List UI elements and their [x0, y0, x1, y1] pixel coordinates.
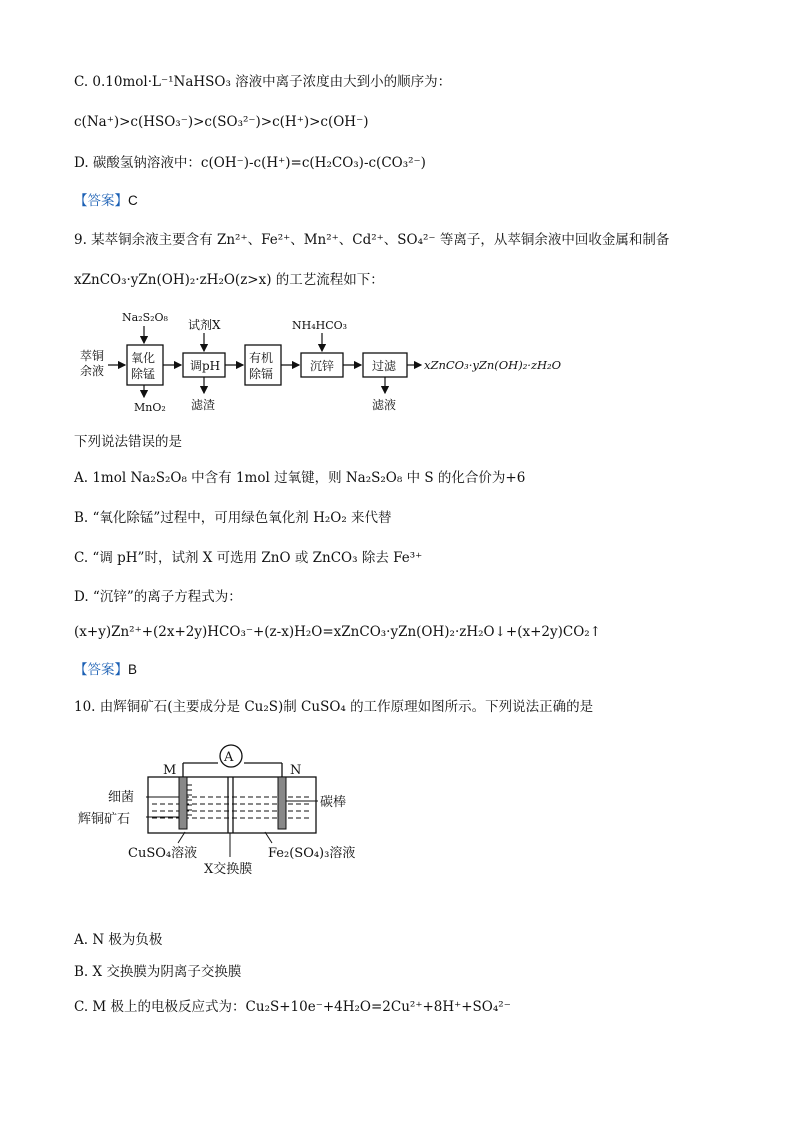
q8-answer — [74, 191, 138, 211]
q9-option-a: A. 1mol Na₂S₂O₈ 中含有 1mol 过氧键，则 Na₂S₂O₈ 中 S 的化合价为+6 — [74, 470, 526, 486]
electrode-m — [179, 777, 187, 829]
q10-option-c: C. M 极上的电极反应式为：Cu₂S+10e⁻+4H₂O=2Cu²⁺+8H⁺+SO₄²⁻ — [74, 999, 511, 1015]
electrode-n-carbon-rod — [278, 777, 286, 829]
q10-stem: 10. 由辉铜矿石(主要成分是 Cu₂S)制 CuSO₄ 的工作原理如图所示。下列说法正确的是 — [74, 699, 594, 715]
flow-start-label-1: 萃铜 — [80, 349, 105, 363]
bacteria-label: 细菌 — [108, 790, 135, 805]
flow-out-filtrate: 滤液 — [372, 398, 397, 412]
right-solution-label: Fe₂(SO₄)₃溶液 — [268, 846, 356, 861]
q9-option-b: B. “氧化除锰”过程中，可用绿色氧化剂 H₂O₂ 来代替 — [74, 510, 392, 526]
q8-option-c: C. 0.10mol·L⁻¹NaHSO₃ 溶液中离子浓度由大到小的顺序为： — [74, 74, 452, 90]
flow-reagent-x: 试剂X — [188, 318, 221, 332]
ammeter-label: A — [224, 750, 234, 765]
answer-value: C — [128, 193, 138, 208]
q9-answer — [74, 660, 137, 680]
flow-box-filtration-label: 过滤 — [372, 359, 397, 373]
answer-value: B — [128, 662, 138, 677]
process-flow-diagram — [74, 305, 574, 417]
q9-option-c: C. “调 pH”时，试剂 X 可选用 ZnO 或 ZnCO₃ 除去 Fe³⁺ — [74, 550, 423, 566]
flow-box-adjust-ph-label: 调pH — [190, 359, 221, 373]
electrode-n-label: N — [290, 763, 302, 778]
answer-label: 【答案】 — [74, 662, 128, 678]
flow-box-cadmium-line1: 有机 — [249, 351, 274, 365]
q10-option-b: B. X 交换膜为阴离子交换膜 — [74, 964, 242, 980]
flow-out-residue: 滤渣 — [191, 398, 216, 412]
q9-option-d-equation: (x+y)Zn²⁺+(2x+2y)HCO₃⁻+(z-x)H₂O=xZnCO₃·yZn(OH)₂·zH₂O↓+(x+2y)CO₂↑ — [74, 624, 602, 640]
q9-stem-line2: xZnCO₃·yZn(OH)₂·zH₂O(z>x) 的工艺流程如下： — [74, 272, 384, 288]
q10-option-a: A. N 极为负极 — [74, 932, 163, 948]
flow-start-label-2: 余液 — [80, 364, 105, 378]
q9-option-d: D. “沉锌”的离子方程式为： — [74, 589, 242, 605]
flow-out-mno2: MnO₂ — [134, 401, 166, 414]
q8-option-c-expression: c(Na⁺)>c(HSO₃⁻)>c(SO₃²⁻)>c(H⁺)>c(OH⁻) — [74, 114, 369, 130]
exchange-membrane-label: X交换膜 — [204, 862, 253, 877]
electrochemical-cell-diagram — [78, 735, 380, 885]
ore-label: 辉铜矿石 — [78, 812, 131, 827]
flow-reagent-na2s2o8: Na₂S₂O₈ — [122, 311, 168, 324]
flow-box-oxidation-line1: 氧化 — [131, 351, 156, 365]
flow-box-cadmium-line2: 除镉 — [249, 367, 274, 381]
q8-option-d: D. 碳酸氢钠溶液中：c(OH⁻)-c(H⁺)=c(H₂CO₃)-c(CO₃²⁻) — [74, 155, 426, 171]
left-solution-label: CuSO₄溶液 — [128, 846, 198, 861]
flow-box-oxidation-line2: 除锰 — [131, 367, 156, 381]
flow-box-zinc-label: 沉锌 — [310, 359, 335, 373]
answer-label: 【答案】 — [74, 193, 128, 209]
electrode-m-label: M — [163, 763, 177, 778]
carbon-rod-label: 碳棒 — [320, 795, 347, 810]
q9-question: 下列说法错误的是 — [74, 434, 182, 450]
flow-product: xZnCO₃·yZn(OH)₂·zH₂O — [424, 358, 562, 372]
flow-reagent-nh4hco3: NH₄HCO₃ — [292, 319, 348, 332]
q9-stem-line1: 9. 某萃铜余液主要含有 Zn²⁺、Fe²⁺、Mn²⁺、Cd²⁺、SO₄²⁻ 等离子，从萃铜余液中回收金属和制备 — [74, 232, 670, 248]
cell-container — [148, 777, 316, 833]
